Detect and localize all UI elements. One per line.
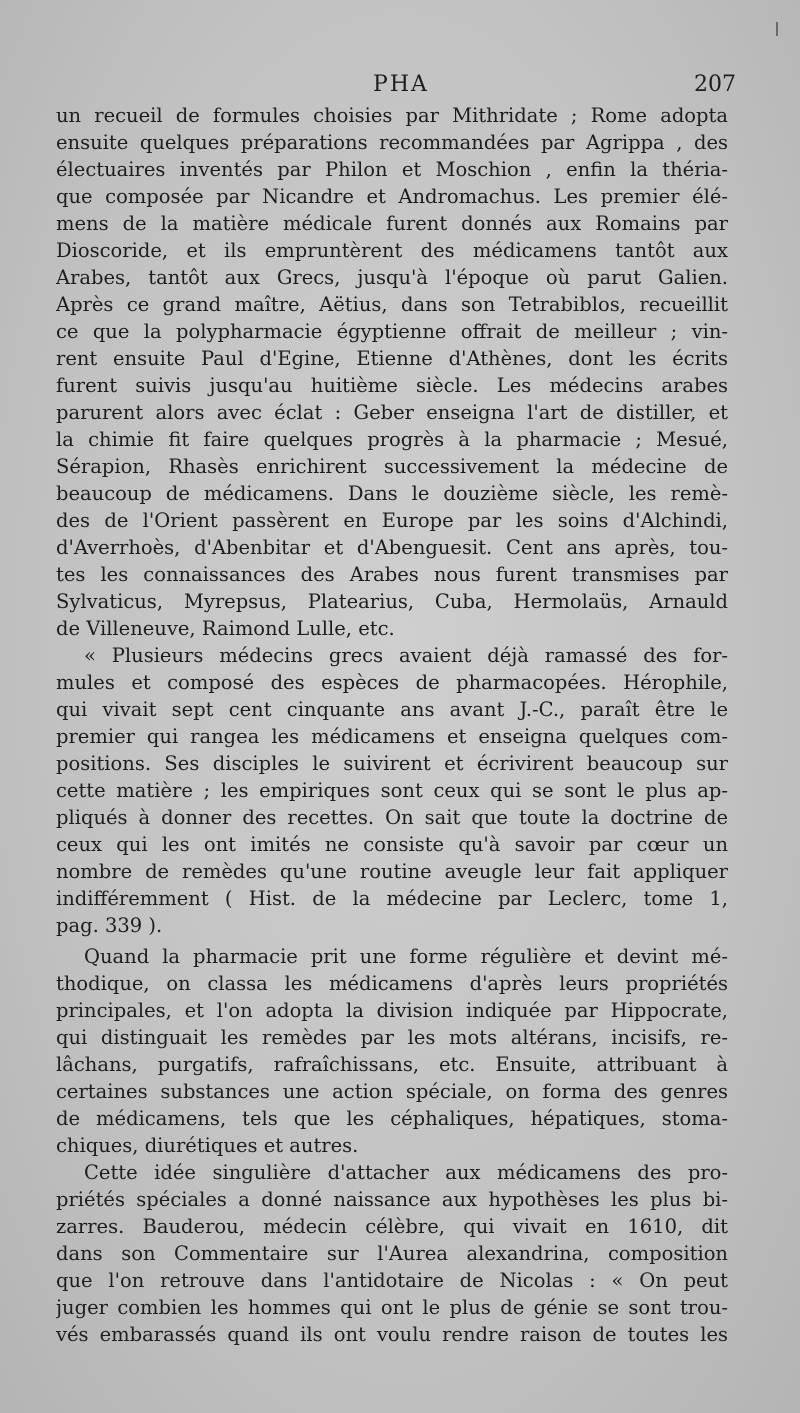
text-line: vés embarassés quand ils ont voulu rendre raison de toutes les <box>56 1323 728 1346</box>
text-line: nombre de remèdes qu'une routine aveugle leur fait appliquer <box>56 860 728 883</box>
text-line: Arabes, tantôt aux Grecs, jusqu'à l'époque où parut Galien. <box>56 266 728 289</box>
text-line: beaucoup de médicamens. Dans le douzième siècle, les remè- <box>56 482 728 505</box>
page-number: 207 <box>694 72 736 97</box>
text-line: cette matière ; les empiriques sont ceux qui se sont le plus ap- <box>56 779 728 802</box>
text-line: chiques, diurétiques et autres. <box>56 1134 359 1157</box>
text-line: Sérapion, Rhasès enrichirent successivement la médecine de <box>56 455 728 478</box>
text-line: de médicamens, tels que les céphaliques, hépatiques, stoma- <box>56 1107 728 1130</box>
text-line: zarres. Bauderou, médecin célèbre, qui vivait en 1610, dit <box>56 1215 728 1238</box>
text-line: des de l'Orient passèrent en Europe par les soins d'Alchindi, <box>56 509 728 532</box>
text-line: de Villeneuve, Raimond Lulle, etc. <box>56 617 395 640</box>
text-line: principales, et l'on adopta la division indiquée par Hippocrate, <box>56 999 728 1022</box>
text-line: pag. 339 ). <box>56 914 163 937</box>
text-line: tes les connaissances des Arabes nous furent transmises par <box>56 563 728 586</box>
text-line: mens de la matière médicale furent donnés aux Romains par <box>56 212 728 235</box>
running-header <box>56 68 746 102</box>
text-line: un recueil de formules choisies par Mithridate ; Rome adopta <box>56 104 728 127</box>
text-line: pliqués à donner des recettes. On sait que toute la doctrine de <box>56 806 728 829</box>
text-line: rent ensuite Paul d'Egine, Etienne d'Athènes, dont les écrits <box>56 347 728 370</box>
text-line: ensuite quelques préparations recommandées par Agrippa , des <box>56 131 728 154</box>
margin-mark <box>776 22 778 36</box>
text-line: priétés spéciales a donné naissance aux hypothèses les plus bi- <box>56 1188 728 1211</box>
text-line: Dioscoride, et ils empruntèrent des médicamens tantôt aux <box>56 239 728 262</box>
text-line: lâchans, purgatifs, rafraîchissans, etc. Ensuite, attribuant à <box>56 1053 728 1076</box>
text-line: positions. Ses disciples le suivirent et écrivirent beaucoup sur <box>56 752 728 775</box>
text-line: parurent alors avec éclat : Geber enseigna l'art de distiller, et <box>56 401 728 424</box>
text-line: que composée par Nicandre et Andromachus. Les premier élé- <box>56 185 728 208</box>
text-line: électuaires inventés par Philon et Moschion , enfin la théria- <box>56 158 728 181</box>
text-line: indifféremment ( Hist. de la médecine par Leclerc, tome 1, <box>56 887 728 910</box>
text-line: ce que la polypharmacie égyptienne offrait de meilleur ; vin- <box>56 320 728 343</box>
paragraph-start-line: « Plusieurs médecins grecs avaient déjà ramassé des for- <box>84 644 728 667</box>
text-line: premier qui rangea les médicamens et enseigna quelques com- <box>56 725 728 748</box>
text-line: qui vivait sept cent cinquante ans avant J.-C., paraît être le <box>56 698 728 721</box>
paragraph-start-line: Quand la pharmacie prit une forme régulière et devint mé- <box>84 945 728 968</box>
paragraph-start-line: Cette idée singulière d'attacher aux médicamens des pro- <box>84 1161 728 1184</box>
text-line: dans son Commentaire sur l'Aurea alexandrina, composition <box>56 1242 728 1265</box>
text-line: la chimie fit faire quelques progrès à la pharmacie ; Mesué, <box>56 428 728 451</box>
text-line: certaines substances une action spéciale, on forma des genres <box>56 1080 728 1103</box>
text-line: ceux qui les ont imités ne consiste qu'à savoir par cœur un <box>56 833 728 856</box>
text-line: thodique, on classa les médicamens d'après leurs propriétés <box>56 972 728 995</box>
text-line: qui distinguait les remèdes par les mots altérans, incisifs, re- <box>56 1026 728 1049</box>
running-title: PHA <box>373 72 429 97</box>
text-line: que l'on retrouve dans l'antidotaire de Nicolas : « On peut <box>56 1269 728 1292</box>
text-line: Sylvaticus, Myrepsus, Platearius, Cuba, Hermolaüs, Arnauld <box>56 590 728 613</box>
text-line: Après ce grand maître, Aëtius, dans son Tetrabiblos, recueillit <box>56 293 728 316</box>
text-line: mules et composé des espèces de pharmacopées. Hérophile, <box>56 671 728 694</box>
text-line: juger combien les hommes qui ont le plus de génie se sont trou- <box>56 1296 728 1319</box>
text-line: d'Averrhoès, d'Abenbitar et d'Abenguesit. Cent ans après, tou- <box>56 536 728 559</box>
text-line: furent suivis jusqu'au huitième siècle. Les médecins arabes <box>56 374 728 397</box>
body-text <box>56 102 728 1348</box>
